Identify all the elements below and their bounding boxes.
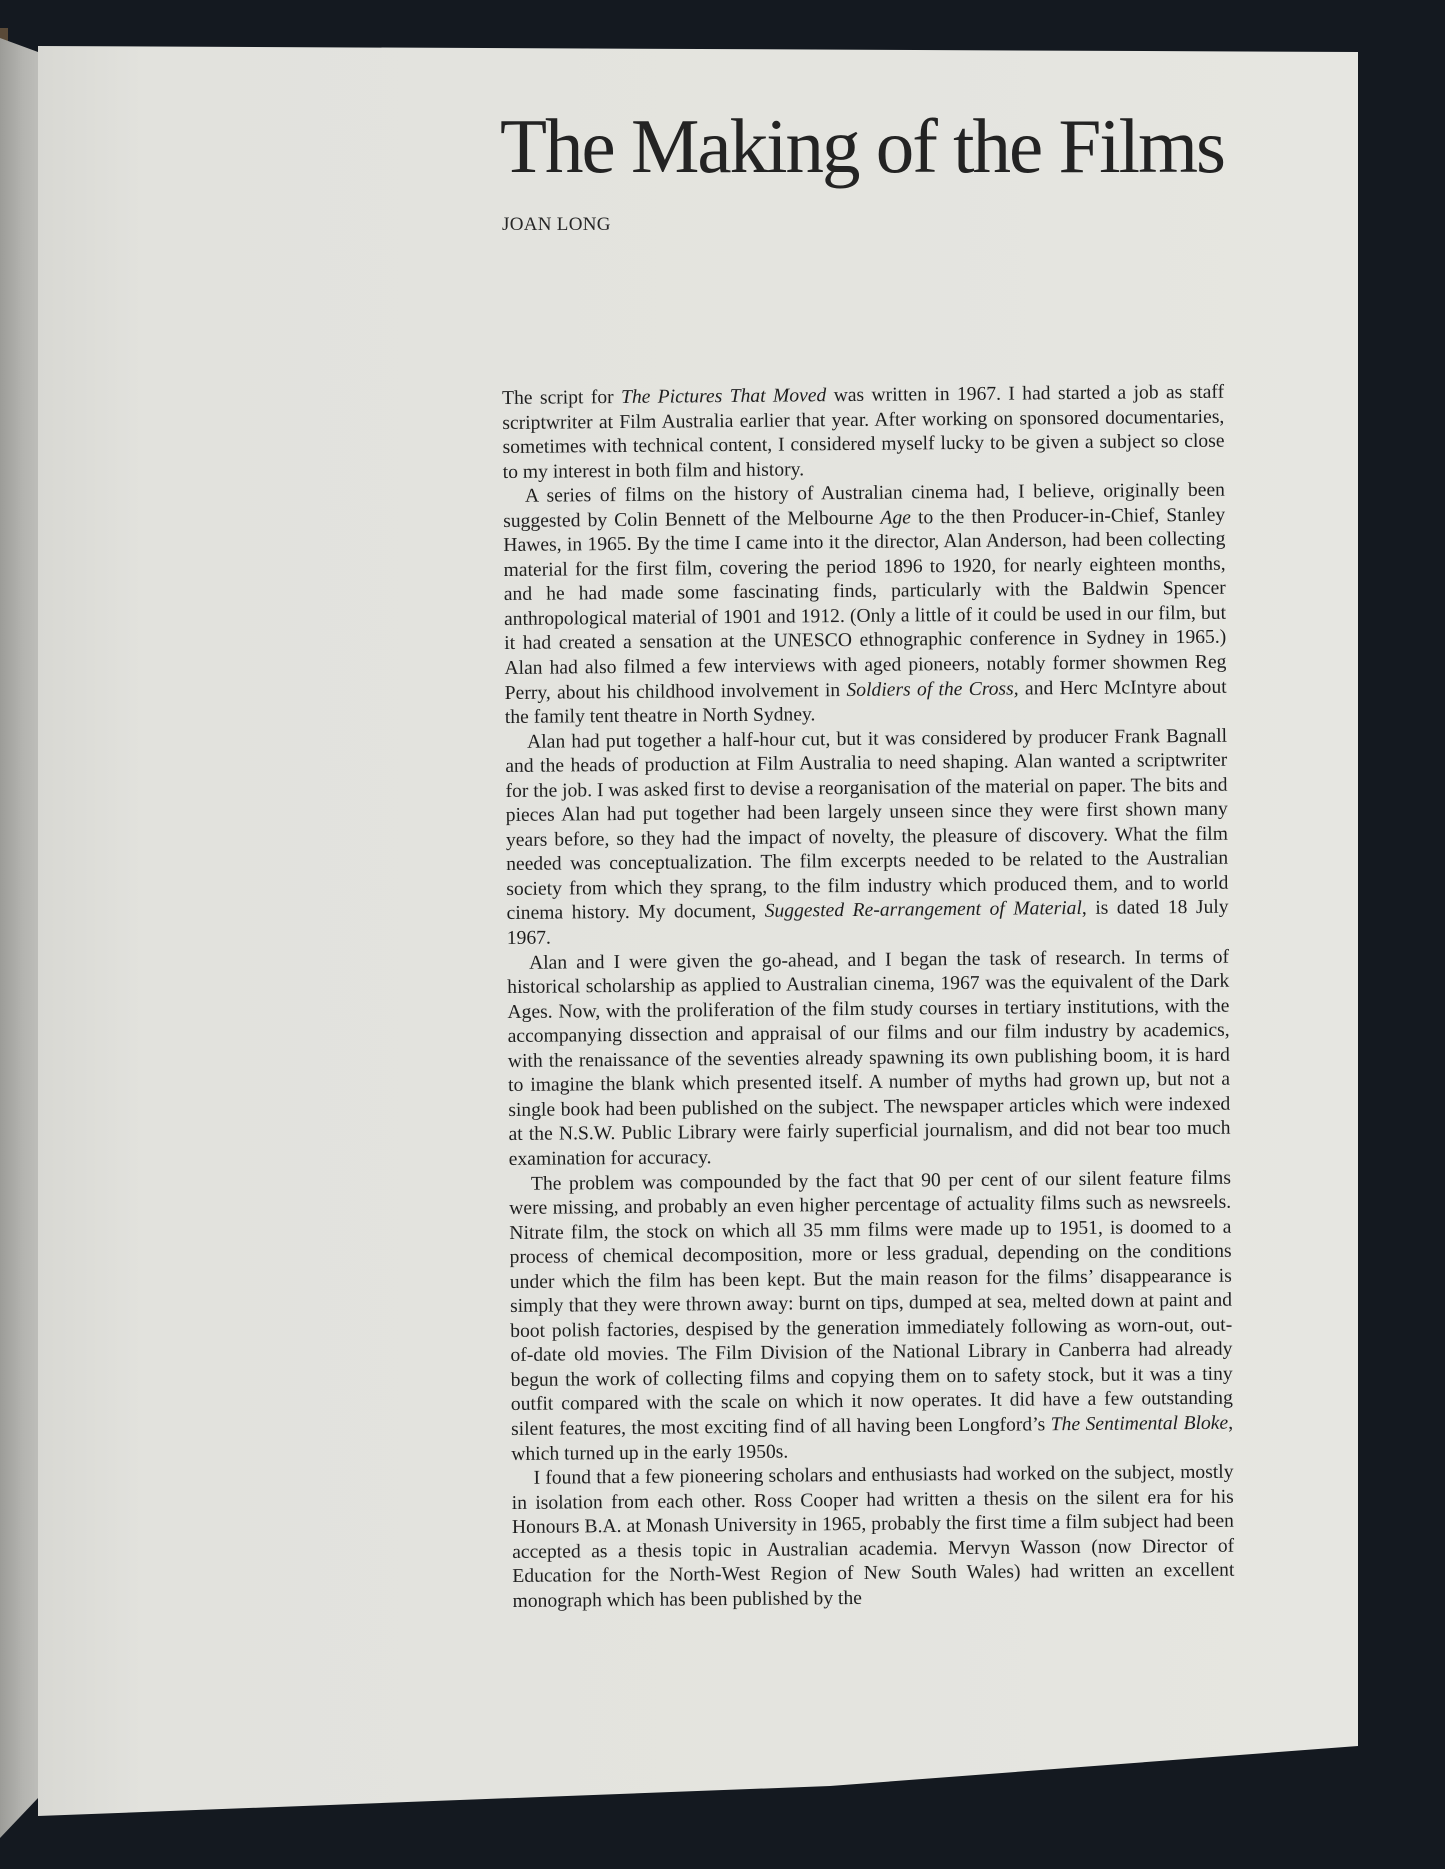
italic-title: The Sentimental Bloke <box>1050 1412 1229 1436</box>
text-run: was written in 1967. I had started a job as staff scriptwriter at Film Australia earlier that year. After working on sponsored documentaries, sometimes with technical content, I considered myself lucky to be given a subject so close to my interest in both film and history. <box>502 381 1225 483</box>
text-run: , is dated 18 July 1967. <box>506 897 1229 950</box>
text-run: A series of films on the history of Australian cinema had, I believe, originally been suggested by Colin Bennett of the Melbourne <box>503 479 1226 532</box>
paragraph <box>507 945 1231 1172</box>
text-run: to the then Producer-in-Chief, Stanley Hawes, in 1965. By the time I came into it the director, Alan Anderson, had been collecting material for the first film, covering the period 1896 to 1920, for nearly eighteen months, and he had made some fascinating finds, particularly with the Baldwin Spencer anthropological material of 1901 and 1912. (Only a little of it could be used in our film, but it had created a sensation at the UNESCO ethnographic conference in Sydney in 1965.) Alan had also filmed a few interviews with aged pioneers, notably former showmen Reg Perry, about his childhood involvement in <box>503 504 1227 704</box>
paragraph <box>505 724 1229 951</box>
text-run: and Herc McIntyre about the family tent theatre in North Sydney. <box>504 676 1227 729</box>
paragraph <box>502 381 1225 485</box>
text-run: Alan had put together a half-hour cut, but it was considered by producer Frank Bagnall and the heads of production at Film Australia to need shaping. Alan wanted a scriptwriter for the job. I was asked first to devise a reorganisation of the material on paper. The bits and pieces Alan had put together had been largely unseen since they were first shown many years before, so they had the impact of novelty, the pleasure of discovery. What the film needed was conceptualization. The film excerpts needed to be related to the Australian society from which they sprang, to the film industry which produced them, and to world cinema history. My document, <box>505 725 1229 925</box>
author-byline: JOAN LONG <box>502 214 611 235</box>
italic-title: The Pictures That Moved <box>620 385 827 408</box>
italic-title: Soldiers of the Cross, <box>846 678 1019 701</box>
text-run: The problem was compounded by the fact that 90 per cent of our silent feature films were missing, and probably an even higher percentage of actuality films such as newsreels. Nitrate film, the stock on which all 35 mm films were made up to 1951, is doomed to a process of chemical decomposition, more or less gradual, depending on the conditions under which the film has been kept. But the main reason for the films’ disappearance is simply that they were thrown away: burnt on tips, dumped at sea, melted down at paint and boot polish factories, despised by the generation immediately following as worn-out, out-of-date old movies. The Film Division of the National Library in Canberra had already begun the work of collecting films and copying them on to safety stock, but it was a tiny outfit compared with the scale on which it now operates. It did have a few outstanding silent features, the most exciting find of all having been Longford’s <box>509 1167 1233 1440</box>
paragraph <box>511 1461 1234 1615</box>
text-run: Alan and I were given the go-ahead, and I began the task of research. In terms of historical scholarship as applied to Australian cinema, 1967 was the equivalent of the Dark Ages. Now, with the proliferation of the film study courses in tertiary institutions, with the accompanying dissection and appraisal of our films and our film industry by academics, with the renaissance of the seventies already spawning its own publishing boom, it is hard to imagine the blank which presented itself. A number of myths had grown up, but not a single book had been published on the subject. The newspaper articles which were indexed at the N.S.W. Public Library were fairly superficial journalism, and did not bear too much examination for accuracy. <box>507 946 1231 1170</box>
text-run: The script for <box>502 386 622 409</box>
text-run: , which turned up in the early 1950s. <box>511 1412 1234 1465</box>
italic-title: Age <box>880 507 912 529</box>
text-run: I found that a few pioneering scholars and enthusiasts had worked on the subject, mostly in isolation from each other. Ross Cooper had written a thesis on the silent era for his Honours B.A. at Monash University in 1965, probably the first time a film subject had been accepted as a thesis topic in Australian academia. Mervyn Wasson (now Director of Education for the North-West Region of New South Wales) had written an excellent monograph which has been published by the <box>511 1461 1235 1612</box>
article-body <box>502 381 1235 1615</box>
paragraph <box>509 1166 1234 1467</box>
italic-title: Suggested Re-arrangement of Material <box>764 898 1082 923</box>
article-title: The Making of the Films <box>500 103 1224 189</box>
previous-page-edge <box>0 38 38 1838</box>
paragraph <box>503 479 1227 731</box>
